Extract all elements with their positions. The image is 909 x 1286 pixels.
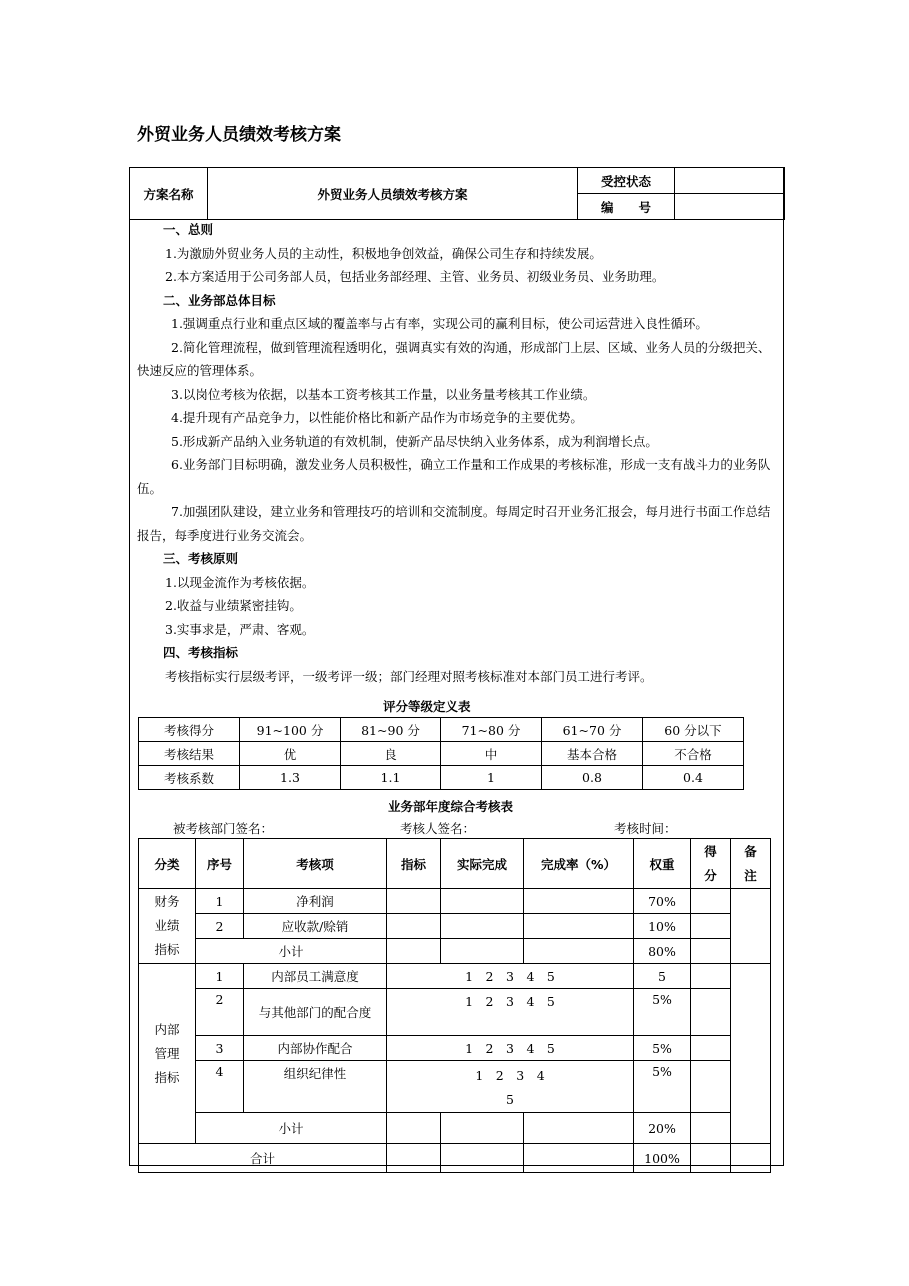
- remarks-total: [731, 1144, 771, 1173]
- control-status-value: [675, 168, 785, 194]
- document-title: 外贸业务人员绩效考核方案: [137, 125, 341, 145]
- item-number: 2: [196, 989, 244, 1036]
- table-row: [139, 1061, 771, 1113]
- grade-cell: 81~90 分: [341, 718, 441, 742]
- section-3-item-3: 3.实事求是，严肃、客观。: [165, 621, 315, 637]
- table-row-subtotal: [139, 1113, 771, 1144]
- item-actual: [441, 914, 524, 939]
- item-score: [691, 1144, 731, 1173]
- table-row: [139, 889, 771, 914]
- col-header-score: 得分: [691, 839, 731, 889]
- grade-cell: 考核得分: [139, 718, 240, 742]
- subtotal-label: 小计: [196, 939, 387, 964]
- annual-assessment-table: [138, 838, 771, 1173]
- item-number: 3: [196, 1036, 244, 1061]
- item-number: 1: [196, 889, 244, 914]
- item-name: 内部协作配合: [244, 1036, 387, 1061]
- item-weight: 70%: [634, 889, 691, 914]
- section-1-item-2: 2.本方案适用于公司务部人员，包括业务部经理、主管、业务员、初级业务员、业务助理。: [165, 269, 665, 284]
- plan-name-value: 外贸业务人员绩效考核方案: [208, 168, 578, 220]
- item-indicator: [387, 889, 441, 914]
- grade-cell: 60 分以下: [643, 718, 744, 742]
- grade-cell: 考核结果: [139, 742, 240, 766]
- grade-cell: 71~80 分: [441, 718, 542, 742]
- item-rate: [524, 1113, 634, 1144]
- grade-cell: 0.4: [643, 766, 744, 790]
- grade-cell: 不合格: [643, 742, 744, 766]
- item-indicator: [387, 1144, 441, 1173]
- section-3-title: 三、考核原则: [163, 551, 239, 566]
- section-2-item-3: 3.以岗位考核为依据，以基本工资考核其工作量，以业务量考核其工作业绩。: [171, 386, 596, 402]
- table-row-total: [139, 1144, 771, 1173]
- section-4-title: 四、考核指标: [163, 645, 239, 660]
- col-header-indicator: 指标: [387, 839, 441, 889]
- grade-cell: 基本合格: [542, 742, 643, 766]
- item-score: [691, 914, 731, 939]
- annual-header-row: [139, 839, 771, 889]
- item-weight: 5%: [634, 989, 691, 1036]
- item-actual: [441, 1113, 524, 1144]
- item-name: 组织纪律性: [244, 1061, 387, 1113]
- item-score: [691, 964, 731, 989]
- item-weight: 5: [634, 964, 691, 989]
- item-score: [691, 989, 731, 1036]
- grade-cell: 1: [441, 766, 542, 790]
- grade-table-caption: 评分等级定义表: [383, 699, 471, 714]
- header-table: [129, 167, 785, 220]
- grade-cell: 中: [441, 742, 542, 766]
- grade-cell: 考核系数: [139, 766, 240, 790]
- item-rate: [524, 1144, 634, 1173]
- grade-row-result: [139, 742, 744, 766]
- table-row: [139, 989, 771, 1036]
- table-row: [139, 1036, 771, 1061]
- rating-scale-line-1: 1 2 3 4: [475, 1068, 545, 1083]
- grade-cell: 91~100 分: [240, 718, 341, 742]
- item-rate: [524, 914, 634, 939]
- subtotal-weight: 80%: [634, 939, 691, 964]
- rating-scale-wrapped: [387, 1061, 634, 1113]
- item-actual: [441, 1144, 524, 1173]
- item-score: [691, 1113, 731, 1144]
- table-row: [139, 964, 771, 989]
- col-header-remarks: 备注: [731, 839, 771, 889]
- rating-scale: 1 2 3 4 5: [387, 989, 634, 1036]
- section-2-item-7: 7.加强团队建设，建立业务和管理技巧的培训和交流制度。每周定时召开业务汇报会，每月进行书面工作总结报告，每季度进行业务交流会。: [137, 504, 771, 543]
- number-value: [675, 194, 785, 220]
- item-weight: 5%: [634, 1061, 691, 1113]
- item-number: 1: [196, 964, 244, 989]
- rating-scale-line-2: 5: [506, 1092, 514, 1107]
- item-score: [691, 1036, 731, 1061]
- grade-cell: 1.1: [341, 766, 441, 790]
- grade-cell: 61~70 分: [542, 718, 643, 742]
- number-label: 编 号: [578, 194, 675, 220]
- plan-name-label: 方案名称: [130, 168, 208, 220]
- item-number: 2: [196, 914, 244, 939]
- item-rate: [524, 939, 634, 964]
- grade-cell: 优: [240, 742, 341, 766]
- category-financial: 财务业绩指标: [139, 889, 196, 964]
- col-header-rate: 完成率（%）: [524, 839, 634, 889]
- item-score: [691, 1061, 731, 1113]
- item-score: [691, 889, 731, 914]
- remarks-financial: [731, 889, 771, 964]
- document-body: [137, 218, 777, 688]
- section-3-item-2: 2.收益与业绩紧密挂钩。: [165, 598, 302, 613]
- col-header-item: 考核项: [244, 839, 387, 889]
- col-header-category: 分类: [139, 839, 196, 889]
- section-1-item-1: 1.为激励外贸业务人员的主动性，积极地争创效益，确保公司生存和持续发展。: [165, 245, 602, 261]
- col-header-weight: 权重: [634, 839, 691, 889]
- item-name: 与其他部门的配合度: [244, 989, 387, 1036]
- sign-time-label: 考核时间：: [614, 821, 677, 836]
- item-indicator: [387, 914, 441, 939]
- rating-scale: 1 2 3 4 5: [387, 1036, 634, 1061]
- grade-cell: 0.8: [542, 766, 643, 790]
- subtotal-weight: 20%: [634, 1113, 691, 1144]
- remarks-internal: [731, 964, 771, 1144]
- col-header-number: 序号: [196, 839, 244, 889]
- sign-dept-label: 被考核部门签名：: [173, 821, 274, 836]
- item-indicator: [387, 939, 441, 964]
- item-rate: [524, 889, 634, 914]
- item-weight: 10%: [634, 914, 691, 939]
- grade-row-coefficient: [139, 766, 744, 790]
- table-row: [139, 914, 771, 939]
- item-score: [691, 939, 731, 964]
- item-name: 净利润: [244, 889, 387, 914]
- category-internal: 内部管理指标: [139, 964, 196, 1144]
- grade-row-score: [139, 718, 744, 742]
- item-number: 4: [196, 1061, 244, 1113]
- grade-definition-table: [138, 717, 744, 790]
- total-weight: 100%: [634, 1144, 691, 1173]
- sign-assessor-label: 考核人签名：: [400, 821, 476, 836]
- grade-cell: 1.3: [240, 766, 341, 790]
- item-name: 应收款/赊销: [244, 914, 387, 939]
- grade-cell: 良: [341, 742, 441, 766]
- item-name: 内部员工满意度: [244, 964, 387, 989]
- section-2-item-1: 1.强调重点行业和重点区域的覆盖率与占有率，实现公司的赢利目标，使公司运营进入良性循环。: [171, 316, 708, 331]
- item-indicator: [387, 1113, 441, 1144]
- control-status-label: 受控状态: [578, 168, 675, 194]
- section-2-item-4: 4.提升现有产品竞争力，以性能价格比和新产品作为市场竞争的主要优势。: [171, 410, 583, 425]
- total-label: 合计: [139, 1144, 387, 1173]
- annual-table-caption: 业务部年度综合考核表: [388, 799, 514, 814]
- item-actual: [441, 939, 524, 964]
- col-header-actual: 实际完成: [441, 839, 524, 889]
- section-2-item-5: 5.形成新产品纳入业务轨道的有效机制，使新产品尽快纳入业务体系，成为利润增长点。: [171, 433, 658, 449]
- subtotal-label: 小计: [196, 1113, 387, 1144]
- rating-scale: 1 2 3 4 5: [387, 964, 634, 989]
- section-3-item-1: 1.以现金流作为考核依据。: [165, 574, 315, 590]
- table-row-subtotal: [139, 939, 771, 964]
- section-2-item-6: 6.业务部门目标明确，激发业务人员积极性，确立工作量和工作成果的考核标准，形成一支有战斗力的业务队伍。: [137, 457, 771, 496]
- item-actual: [441, 889, 524, 914]
- section-1-title: 一、总则: [163, 222, 214, 237]
- item-weight: 5%: [634, 1036, 691, 1061]
- section-2-title: 二、业务部总体目标: [163, 292, 276, 308]
- section-2-item-2: 2.简化管理流程，做到管理流程透明化，强调真实有效的沟通，形成部门上层、区域、业务人员的分级把关、快速反应的管理体系。: [137, 339, 771, 378]
- section-4-item-1: 考核指标实行层级考评，一级考评一级；部门经理对照考核标准对本部门员工进行考评。: [165, 668, 653, 684]
